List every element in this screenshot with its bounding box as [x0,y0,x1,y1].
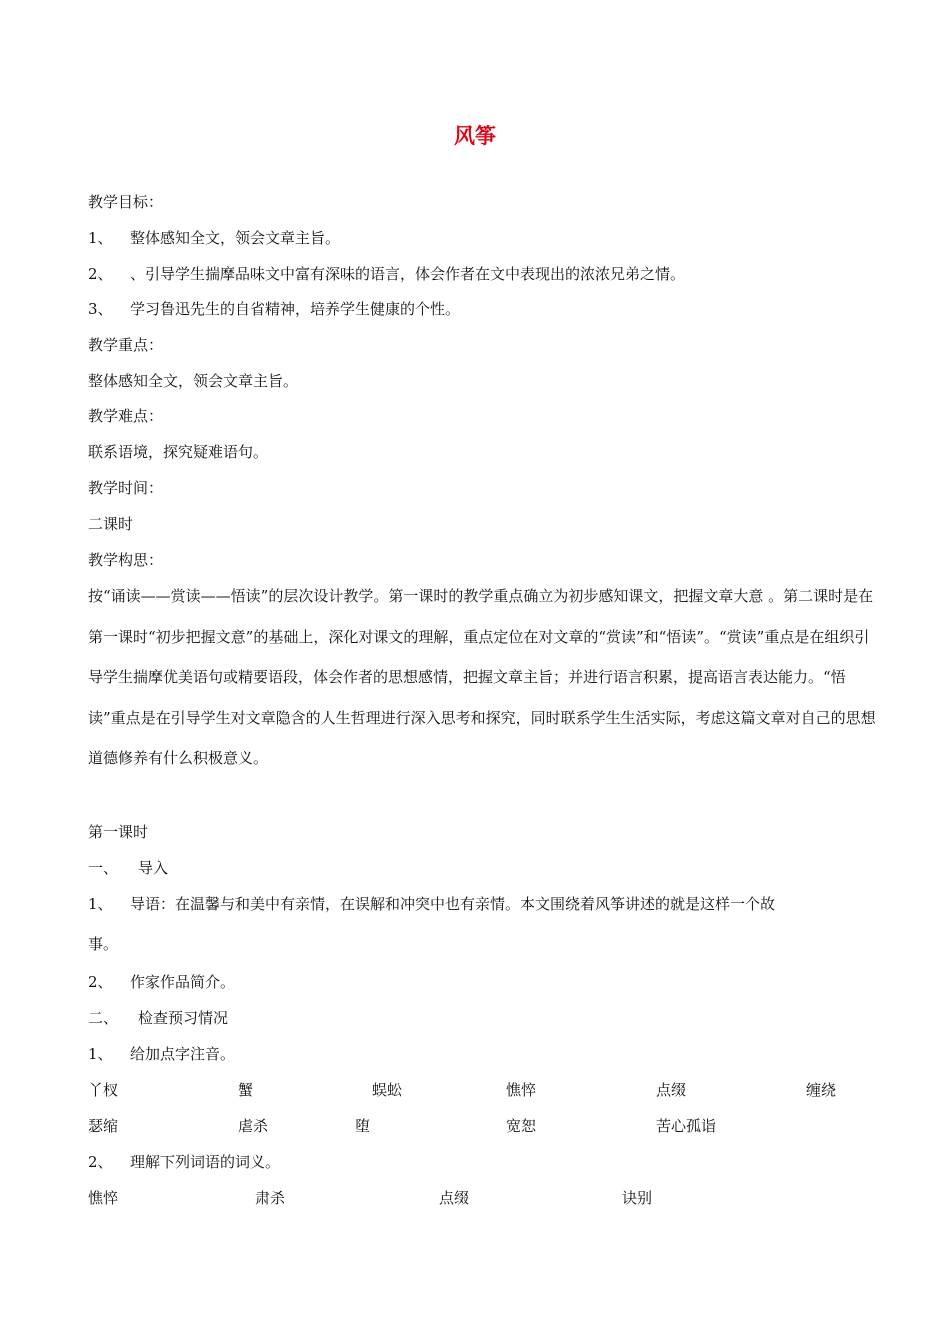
key-points-heading: 教学重点： [88,336,164,354]
objective-item-2 [88,264,878,284]
pinyin-word: 点缀 [656,1081,687,1099]
pinyin-word: 丫杈 [88,1081,119,1099]
document-title: 风筝 [454,124,496,148]
item-text: 导语：在温馨与和美中有亲情，在误解和冲突中也有亲情。本文围绕着风筝讲述的就是这样一个故 [130,895,776,913]
item-text: 学习鲁迅先生的自省精神，培养学生健康的个性。 [130,300,461,318]
pinyin-word: 蜈蚣 [372,1081,403,1099]
vocab-word: 憔悴 [88,1189,119,1207]
objective-item-1 [88,228,878,248]
item-number: 3、 [88,300,113,318]
pinyin-word: 虐杀 [238,1117,269,1135]
section-number: 一、 [88,859,119,877]
section-intro [88,858,878,878]
time-heading: 教学时间： [88,479,164,497]
lesson1-heading: 第一课时 [88,823,149,841]
objectives-heading: 教学目标： [88,193,164,211]
item-number: 1、 [88,229,113,247]
design-heading: 教学构思： [88,551,164,569]
pinyin-word: 瑟缩 [88,1117,119,1135]
design-paragraph: 按“诵读——赏读——悟读”的层次设计教学。第一课时的教学重点确立为初步感知课文，把握文章大意 。第二课时是在第一课时“初步把握文意”的基础上，深化对课文的理解，重点定位在对文章的“赏读”和“悟读”。“赏读”重点是在组织引导学生揣摩优美语句或精要语段，体会作者的思想感情，把握文章主旨；并进行语言积累，提高语言表达能力。“悟读”重点是在引导学生对文章隐含的人生哲理进行深入思考和探究，同时联系学生生活实际，考虑这篇文章对自己的思想道德修养有什么积极意义。 [88,587,876,767]
vocab-word: 诀别 [622,1189,653,1207]
objective-item-3 [88,299,878,319]
vocab-word: 点缀 [439,1189,470,1207]
vocab-word: 肃杀 [255,1189,286,1207]
item-text: 给加点字注音。 [130,1045,236,1063]
intro-item-1-continued: 事。 [88,935,119,953]
difficulty-text: 联系语境，探究疑难语句。 [88,443,269,461]
time-text: 二课时 [88,515,134,533]
pinyin-word: 缠绕 [806,1081,837,1099]
section-title: 导入 [138,859,169,877]
intro-item-1 [88,894,878,914]
section-preview [88,1008,878,1028]
section-number: 二、 [88,1009,119,1027]
item-number: 2、 [88,973,113,991]
item-number: 1、 [88,895,113,913]
item-text: 作家作品简介。 [130,973,236,991]
item-text: 整体感知全文，领会文章主旨。 [130,229,341,247]
pinyin-word: 宽恕 [506,1117,537,1135]
intro-item-2 [88,972,878,992]
item-number: 2、 [88,1153,113,1171]
pinyin-word: 堕 [355,1117,371,1135]
preview-item-1 [88,1044,878,1064]
pinyin-word: 蟹 [238,1081,254,1099]
difficulty-heading: 教学难点： [88,407,164,425]
item-text: 、引导学生揣摩品味文中富有深味的语言，体会作者在文中表现出的浓浓兄弟之情。 [130,265,686,283]
item-number: 1、 [88,1045,113,1063]
pinyin-word: 苦心孤诣 [656,1117,717,1135]
section-title: 检查预习情况 [138,1009,229,1027]
key-points-text: 整体感知全文，领会文章主旨。 [88,372,299,390]
item-number: 2、 [88,265,113,283]
preview-item-2 [88,1152,878,1172]
pinyin-word: 憔悴 [506,1081,537,1099]
item-text: 理解下列词语的词义。 [130,1153,281,1171]
